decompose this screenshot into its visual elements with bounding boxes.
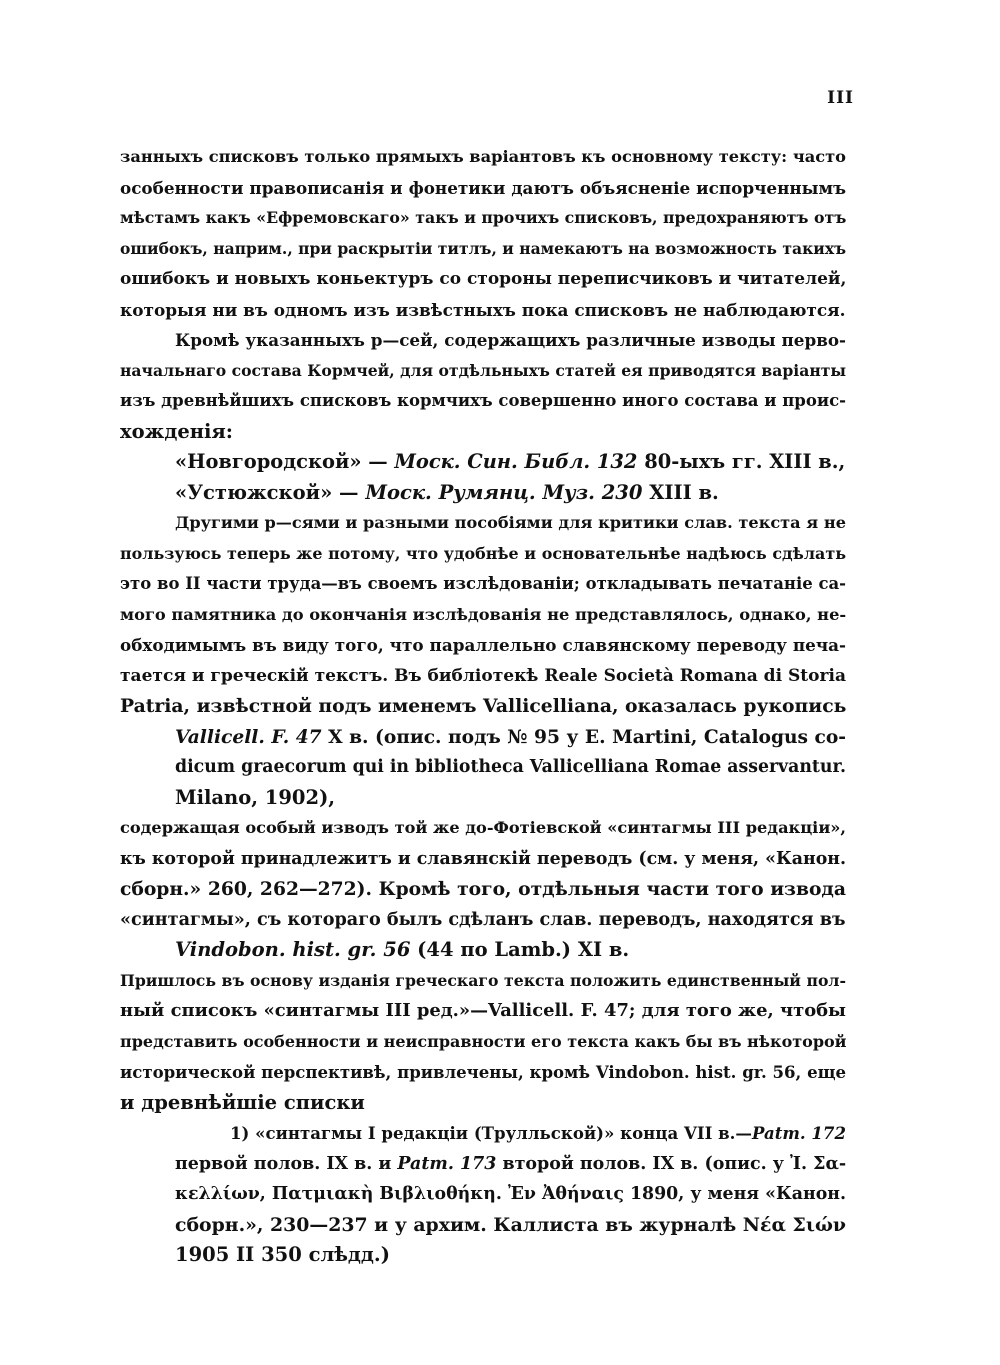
text-line: [120, 539, 846, 570]
text-line: [120, 264, 846, 295]
text-span: (44 по Lamb.) XI в.: [410, 938, 630, 961]
text-line: [120, 417, 846, 448]
text-span: 80-ыхъ гг. XIII в.,: [637, 450, 846, 473]
text-line: [120, 1240, 846, 1271]
text-line: [120, 569, 846, 600]
text-span: особенности правописанія и фонетики даютъ объясненіе испорченнымъ: [120, 177, 846, 198]
text-span: тается и греческій текстъ. Въ библіотекѣ Reale Società Romana di Storia: [120, 665, 846, 686]
text-span: Другими р—сями и разными пособіями для критики слав. текста я не: [175, 513, 846, 532]
italic-reference: Моск. Син. Библ. 132: [394, 450, 638, 473]
text-line: [120, 1027, 846, 1058]
text-line: [120, 173, 846, 204]
text-line: [120, 996, 846, 1027]
text-span: и древнѣйшіе списки: [120, 1090, 365, 1114]
text-line: [120, 661, 846, 692]
text-span: «синтагмы», съ котораго былъ сдѣланъ слав. переводъ, находятся въ: [120, 908, 846, 930]
text-line: [120, 478, 846, 509]
text-span: Пришлось въ основу изданія греческаго текста положить единственный пол-: [120, 970, 846, 990]
text-line: [120, 447, 846, 478]
text-line: [120, 966, 846, 997]
text-span: ошибокъ и новыхъ коньектуръ со стороны переписчиковъ и читателей,: [120, 269, 847, 289]
text-span: Milano, 1902),: [175, 785, 336, 809]
text-span: которыя ни въ одномъ изъ извѣстныхъ пока списковъ не наблюдаются.: [120, 299, 846, 320]
text-span: обходимымъ въ виду того, что параллельно славянскому переводу печа-: [120, 635, 846, 655]
text-span: 1905 II 350 слѣдд.): [175, 1243, 390, 1266]
text-line: [120, 356, 846, 387]
italic-reference: Patm. 172: [751, 1123, 846, 1143]
text-line: [120, 1057, 846, 1088]
italic-reference: Vindobon. hist. gr. 56: [175, 938, 411, 961]
text-line: [120, 600, 846, 631]
text-line: [120, 234, 846, 265]
text-span: занныхъ списковъ только прямыхъ варіантовъ къ основному тексту: часто: [120, 147, 846, 166]
text-span: къ которой принадлежитъ и славянскій переводъ (см. у меня, «Канон.: [120, 848, 846, 869]
text-span: мѣстамъ какъ «Ефремовскаго» такъ и прочихъ списковъ, предохраняютъ отъ: [120, 208, 847, 227]
text-span: X в. (опис. подъ № 95 у E. Martini, Catalogus co-: [321, 725, 846, 748]
text-span: изъ древнѣйшихъ списковъ кормчихъ совершенно иного состава и проис-: [120, 391, 846, 410]
text-line: [120, 691, 846, 722]
text-span: начальнаго состава Кормчей, для отдѣльныхъ статей ея приводятся варіанты: [120, 360, 847, 380]
text-line: [120, 1210, 846, 1241]
text-span: Кромѣ указанныхъ р—сей, содержащихъ различные изводы перво-: [175, 330, 846, 350]
text-span: dicum graecorum qui in bibliotheca Vallicelliana Romae asservantur.: [175, 757, 847, 777]
text-line: [120, 874, 846, 905]
text-span: мого памятника до окончанія изслѣдованія не представлялось, однако, не-: [120, 604, 847, 624]
text-line: [120, 905, 846, 936]
italic-reference: Vallicell. F. 47: [175, 725, 322, 748]
italic-reference: Моск. Румянц. Муз. 230: [365, 480, 643, 504]
text-line: [120, 1179, 846, 1210]
text-span: это во II части труда—въ своемъ изслѣдованіи; откладывать печатаніе са-: [120, 574, 846, 593]
page-number: III: [827, 88, 854, 108]
text-line: [120, 325, 846, 356]
text-line: [120, 508, 846, 539]
text-span: «Устюжской» —: [175, 480, 366, 504]
body-text: [120, 142, 846, 1271]
text-line: [120, 142, 846, 173]
text-line: [120, 203, 846, 234]
text-span: хожденія:: [120, 419, 234, 443]
text-line: [120, 1149, 846, 1180]
text-span: исторической перспективѣ, привлечены, кромѣ Vindobon. hist. gr. 56, еще: [120, 1062, 846, 1082]
text-span: ный списокъ «синтагмы III ред.»—Vallicell. F. 47; для того же, чтобы: [120, 1000, 846, 1021]
text-span: первой полов. IX в. и: [175, 1153, 398, 1174]
text-line: [120, 935, 846, 966]
text-span: ошибокъ, наприм., при раскрытіи титлъ, и намекаютъ на возможность такихъ: [120, 238, 846, 258]
text-span: содержащая особый изводъ той же до-Фотіевской «синтагмы III редакціи»,: [120, 818, 847, 837]
text-span: второй полов. IX в. (опис. у Ἰ. Σα-: [496, 1153, 847, 1174]
text-span: пользуюсь теперь же потому, что удобнѣе и основательнѣе надѣюсь сдѣлать: [120, 543, 846, 563]
text-line: [120, 295, 846, 326]
text-span: представить особенности и неисправности его текста какъ бы въ нѣкоторой: [120, 1031, 847, 1051]
text-span: сборн.», 230—237 и у архим. Каллиста въ журналѣ Νέα Σιών: [175, 1213, 846, 1236]
text-line: [120, 722, 846, 753]
text-line: [120, 783, 846, 814]
italic-reference: Patm. 173: [397, 1153, 497, 1174]
text-line: [120, 1088, 846, 1119]
text-line: [120, 752, 846, 783]
text-span: «Новгородской» —: [175, 450, 395, 473]
text-line: [120, 386, 846, 417]
text-span: κελλίων, Πατμιακὴ Βιβλιοθήκη. Ἐν Ἀθήναις 1890, у меня «Канон.: [175, 1184, 846, 1204]
text-span: 1) «синтагмы I редакціи (Трулльской)» конца VII в.—: [230, 1123, 752, 1143]
text-span: Patria, извѣстной подъ именемъ Vallicelliana, оказалась рукопись: [120, 695, 847, 717]
text-line: [120, 630, 846, 661]
text-line: [120, 1118, 846, 1149]
text-line: [120, 844, 846, 875]
text-span: сборн.» 260, 262—272). Кромѣ того, отдѣльныя части того извода: [120, 878, 846, 900]
text-line: [120, 813, 846, 844]
text-span: XIII в.: [642, 480, 719, 504]
